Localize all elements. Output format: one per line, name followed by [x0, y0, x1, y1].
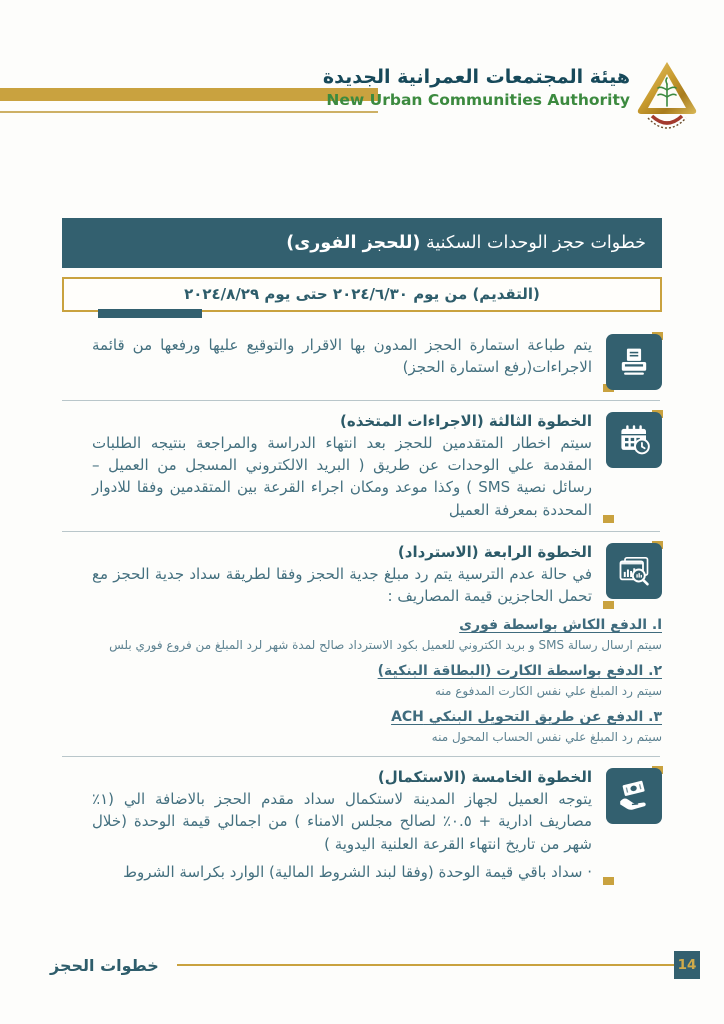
page-title-text: خطوات حجز الوحدات السكنية [426, 233, 646, 253]
refund-method-ach-note: سيتم رد المبلغ علي نفس الحساب المحول منه [431, 730, 662, 745]
submission-period-box: (التقديم) من يوم ٢٠٢٤/٦/٣٠ حتى يوم ٢٠٢٤/٨/٢٩ [62, 277, 662, 312]
section-divider [62, 531, 660, 532]
header-gold-bar [0, 88, 378, 101]
step-five [62, 768, 662, 883]
page-title-bold-text: (للحجز الفورى) [286, 233, 421, 253]
main-content [62, 218, 662, 883]
refund-method-ach-title: ٣. الدفع عن طريق التحويل البنكي ACH [391, 709, 662, 726]
step-print-text [62, 334, 592, 390]
page-footer [50, 950, 700, 980]
printer-icon [604, 334, 662, 390]
refund-method-card-title: ٢. الدفع بواسطة الكارت (البطاقة البنكية) [377, 663, 662, 680]
refund-method-ach [92, 709, 662, 746]
step-three-text [62, 412, 592, 521]
page-number-badge: 14 [674, 951, 700, 979]
step-five-text [62, 768, 592, 883]
step-three-body: سيتم اخطار المتقدمين للحجز بعد انتهاء الدراسة والمراجعة بنتيجه الطلبات المقدمة علي الوحدات عن طريق ( البريد الالكتروني المسجل من العميل – رسائل نصية SMS ) وكذا موعد ومكان اجراء القرعة بين المتقدمين وفقا للادوار المحددة بمعرفة العميل [92, 434, 592, 519]
refund-method-cash [92, 617, 662, 654]
step-four [62, 543, 662, 607]
step-four-heading: الخطوة الرابعة (الاسترداد) [397, 542, 592, 561]
refund-method-card-note: سيتم رد المبلغ علي نفس الكارت المدفوع منه [434, 684, 662, 699]
refund-method-cash-note: سيتم ارسال رسالة SMS و بريد الكتروني للعميل بكود الاسترداد صالح لمدة شهر لرد المبلغ من فروع فوري بلس [109, 638, 662, 653]
section-divider [62, 400, 660, 401]
hand-money-icon [604, 768, 662, 883]
steps-list [62, 334, 662, 883]
step-print-body: يتم طباعة استمارة الحجز المدون بها الاقرار والتوقيع عليها ورفعها من قائمة الاجراءات(رفع استمارة الحجز) [92, 336, 592, 377]
org-name-arabic: هيئة المجتمعات العمرانية الجديدة [322, 66, 630, 88]
step-five-body: يتوجه العميل لجهاز المدينة لاستكمال سداد مقدم الحجز بالاضافة الي (١٪ مصاريف ادارية + ٠.٥٪ لصالح مجلس الامناء ) من اجمالي قيمة الوحدة (خلال شهر من تاريخ انتهاء القرعة العلنية اليدوية ) [92, 790, 592, 853]
header-gold-line [0, 111, 378, 113]
refund-method-cash-title: ا. الدفع الكاش بواسطة فورى [459, 617, 662, 634]
page-title [62, 218, 662, 268]
teal-accent-bar [98, 309, 202, 318]
step-print-form [62, 334, 662, 390]
footer-section-label: خطوات الحجز [50, 955, 159, 975]
footer-gold-line [177, 964, 674, 966]
submission-period-wrap [62, 277, 662, 312]
refund-method-card [92, 663, 662, 700]
calendar-clock-icon [604, 412, 662, 521]
org-name-english: New Urban Communities Authority [326, 91, 630, 109]
step-four-body: في حالة عدم الترسية يتم رد مبلغ جدية الحجز وفقا لطريقة سداد جدية الحجز مع تحمل الحاجزين قيمة المصاريف : [92, 564, 592, 605]
nuca-logo-icon [634, 58, 700, 138]
step-five-bullet: · سداد باقي قيمة الوحدة (وفقا لبند الشروط المالية) الوارد بكراسة الشروط [123, 862, 592, 881]
section-divider [62, 756, 660, 757]
refund-methods [62, 617, 662, 746]
step-four-text [62, 543, 592, 607]
step-three [62, 412, 662, 521]
step-five-heading: الخطوة الخامسة (الاستكمال) [377, 768, 592, 787]
report-search-icon [604, 543, 662, 607]
step-three-heading: الخطوة الثالثة (الاجراءات المتخذه) [340, 412, 592, 430]
org-name-block [323, 66, 630, 109]
